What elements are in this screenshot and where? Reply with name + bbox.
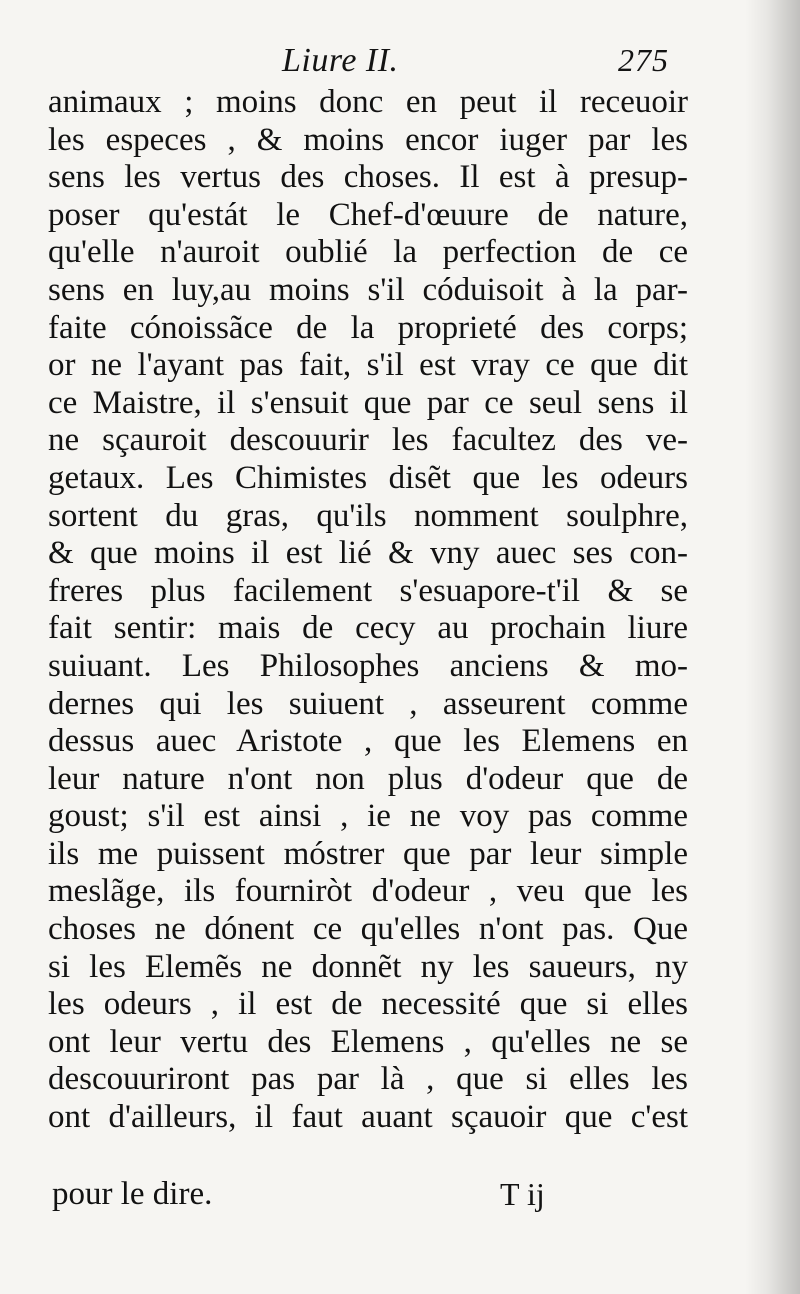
text-line: freres plus facilement s'esuapore-t'il & se <box>48 572 688 609</box>
final-text-line: pour le dire. <box>52 1176 213 1212</box>
text-line: les especes , & moins encor iuger par les <box>48 121 688 158</box>
page-footer <box>48 1176 688 1216</box>
text-line: descouuriront pas par là , que si elles les <box>48 1061 688 1098</box>
text-line: & que moins il est lié & vny auec ses con- <box>48 535 688 572</box>
text-line: dernes qui les suiuent , asseurent comme <box>48 685 688 722</box>
text-line: les odeurs , il est de necessité que si elles <box>48 986 688 1023</box>
text-line: sens les vertus des choses. Il est à presup- <box>48 159 688 196</box>
text-line: ce Maistre, il s'ensuit que par ce seul sens il <box>48 384 688 421</box>
text-line: ont leur vertu des Elemens , qu'elles ne se <box>48 1023 688 1060</box>
text-line: fait sentir: mais de cecy au prochain liure <box>48 610 688 647</box>
text-line: sens en luy,au moins s'il códuisoit à la par- <box>48 271 688 308</box>
text-line: goust; s'il est ainsi , ie ne voy pas comme <box>48 798 688 835</box>
text-line: ils me puissent móstrer que par leur simple <box>48 835 688 872</box>
text-line: meslãge, ils fourniròt d'odeur , veu que les <box>48 873 688 910</box>
text-line: poser qu'estát le Chef-d'œuure de nature, <box>48 196 688 233</box>
page-number: 275 <box>618 42 669 78</box>
text-line: or ne l'ayant pas fait, s'il est vray ce que dit <box>48 347 688 384</box>
text-line: ont d'ailleurs, il faut auant sçauoir que c'est <box>48 1099 688 1136</box>
text-line: choses ne dónent ce qu'elles n'ont pas. Que <box>48 911 688 948</box>
text-line: faite cónoissãce de la proprieté des corps; <box>48 309 688 346</box>
text-line: suiuant. Les Philosophes anciens & mo- <box>48 647 688 684</box>
signature-mark: T ij <box>500 1176 545 1212</box>
text-line: si les Elemẽs ne donnẽt ny les saueurs, ny <box>48 948 688 985</box>
text-line: animaux ; moins donc en peut il receuoir <box>48 84 688 120</box>
text-line: qu'elle n'auroit oublié la perfection de ce <box>48 234 688 271</box>
body-text <box>48 84 688 1137</box>
text-line: leur nature n'ont non plus d'odeur que de <box>48 760 688 797</box>
text-line: ne sçauroit descouurir les facultez des ve- <box>48 422 688 459</box>
text-line: dessus auec Aristote , que les Elemens en <box>48 723 688 760</box>
running-title: Liure II. <box>282 42 399 79</box>
text-line: sortent du gras, qu'ils nomment soulphre, <box>48 497 688 534</box>
text-line: getaux. Les Chimistes disẽt que les odeurs <box>48 459 688 496</box>
page-gutter-shadow <box>745 0 800 1294</box>
